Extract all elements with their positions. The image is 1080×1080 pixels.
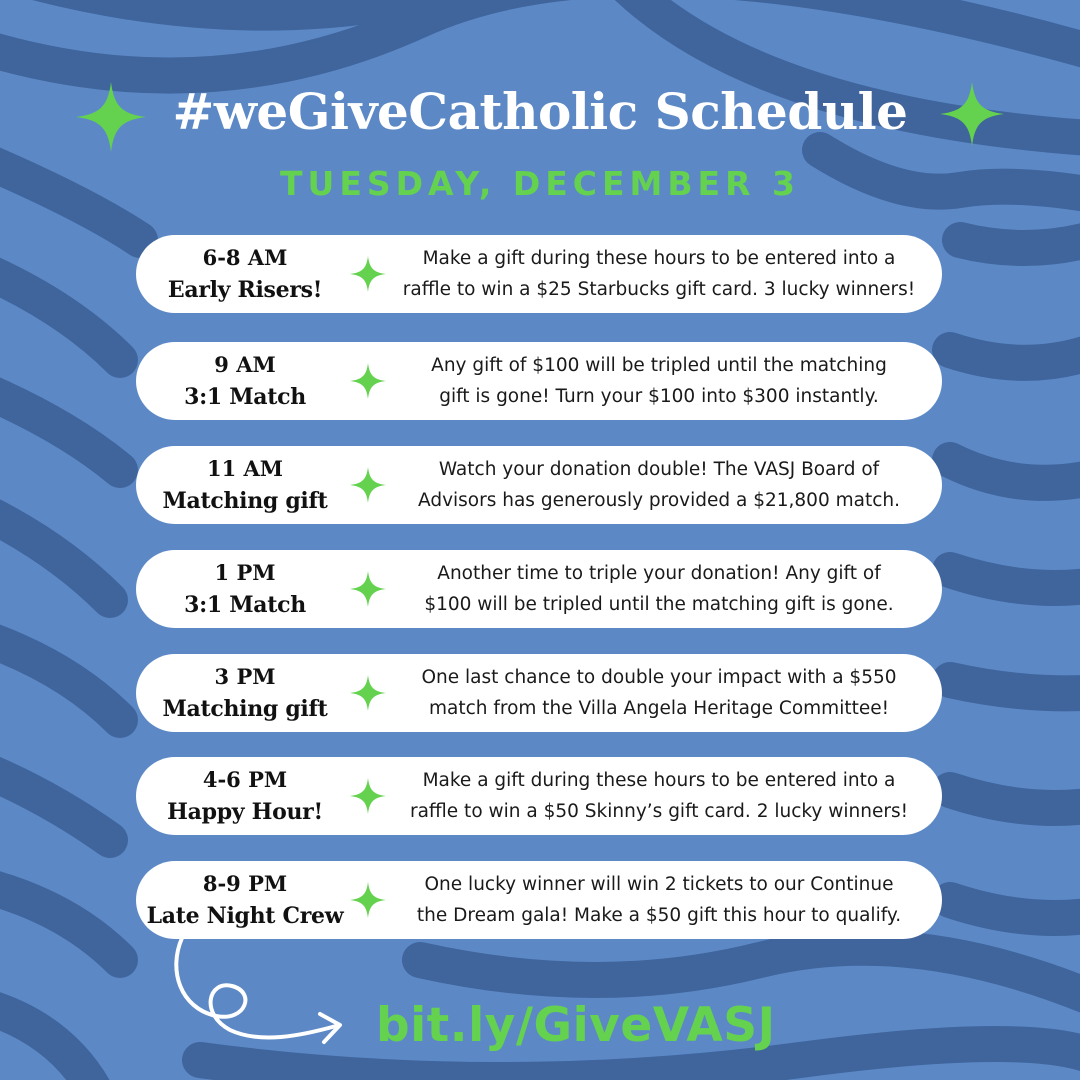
slot-name: Early Risers! [167, 277, 323, 303]
description-line: match from the Villa Angela Heritage Committee! [428, 698, 890, 719]
description-line: gift is gone! Turn your $100 into $300 instantly. [439, 386, 879, 407]
donation-link[interactable]: bit.ly/GiveVASJ [376, 998, 776, 1053]
arrow-icon [160, 930, 360, 1060]
sparkle-icon [350, 363, 386, 399]
time-slot: 4-6 PM [202, 767, 288, 792]
description-line: Make a gift during these hours to be entered into a [422, 770, 896, 791]
description-line: Make a gift during these hours to be entered into a [422, 248, 896, 269]
time-slot: 6-8 AM [202, 245, 288, 270]
sparkle-icon [350, 571, 386, 607]
time-block [136, 550, 354, 628]
page-title: #weGiveCatholic Schedule [172, 82, 908, 141]
slot-description [394, 342, 924, 420]
sparkle-icon [350, 882, 386, 918]
schedule-item [136, 550, 942, 628]
sparkle-icon [350, 675, 386, 711]
description-line: the Dream gala! Make a $50 gift this hour to qualify. [416, 905, 902, 926]
slot-description [394, 861, 924, 939]
sparkle-icon [350, 256, 386, 292]
schedule-item [136, 654, 942, 732]
time-slot: 3 PM [214, 664, 276, 689]
slot-name: Happy Hour! [167, 799, 323, 825]
event-date: TUESDAY, DECEMBER 3 [280, 164, 800, 203]
slot-description [394, 757, 924, 835]
sparkle-icon [350, 778, 386, 814]
schedule-item [136, 446, 942, 524]
slot-description [394, 654, 924, 732]
description-line: One lucky winner will win 2 tickets to our Continue [424, 874, 894, 895]
time-block [136, 654, 354, 732]
description-line: Any gift of $100 will be tripled until the matching [431, 355, 887, 376]
schedule-item [136, 861, 942, 939]
slot-name: Late Night Crew [146, 903, 344, 929]
description-line: raffle to win a $25 Starbucks gift card. 3 lucky winners! [402, 279, 916, 300]
slot-description [394, 446, 924, 524]
schedule-item [136, 342, 942, 420]
description-line: raffle to win a $50 Skinny’s gift card. 2 lucky winners! [409, 801, 909, 822]
time-slot: 11 AM [206, 456, 284, 481]
description-line: Advisors has generously provided a $21,800 match. [418, 490, 900, 511]
description-line: Another time to triple your donation! Any gift of [437, 563, 881, 584]
time-block [136, 446, 354, 524]
sparkle-icon [350, 467, 386, 503]
time-block [136, 235, 354, 313]
time-block [136, 342, 354, 420]
time-slot: 8-9 PM [202, 871, 288, 896]
slot-description [394, 550, 924, 628]
description-line: One last chance to double your impact with a $550 [421, 667, 897, 688]
schedule-item [136, 235, 942, 313]
slot-name: 3:1 Match [184, 592, 306, 618]
slot-name: Matching gift [162, 488, 328, 514]
description-line: $100 will be tripled until the matching gift is gone. [424, 594, 894, 615]
slot-name: 3:1 Match [184, 384, 306, 410]
time-slot: 1 PM [214, 560, 276, 585]
schedule-item [136, 757, 942, 835]
slot-name: Matching gift [162, 696, 328, 722]
time-slot: 9 AM [214, 352, 276, 377]
description-line: Watch your donation double! The VASJ Board of [438, 459, 880, 480]
slot-description [394, 235, 924, 313]
time-block [136, 861, 354, 939]
time-block [136, 757, 354, 835]
